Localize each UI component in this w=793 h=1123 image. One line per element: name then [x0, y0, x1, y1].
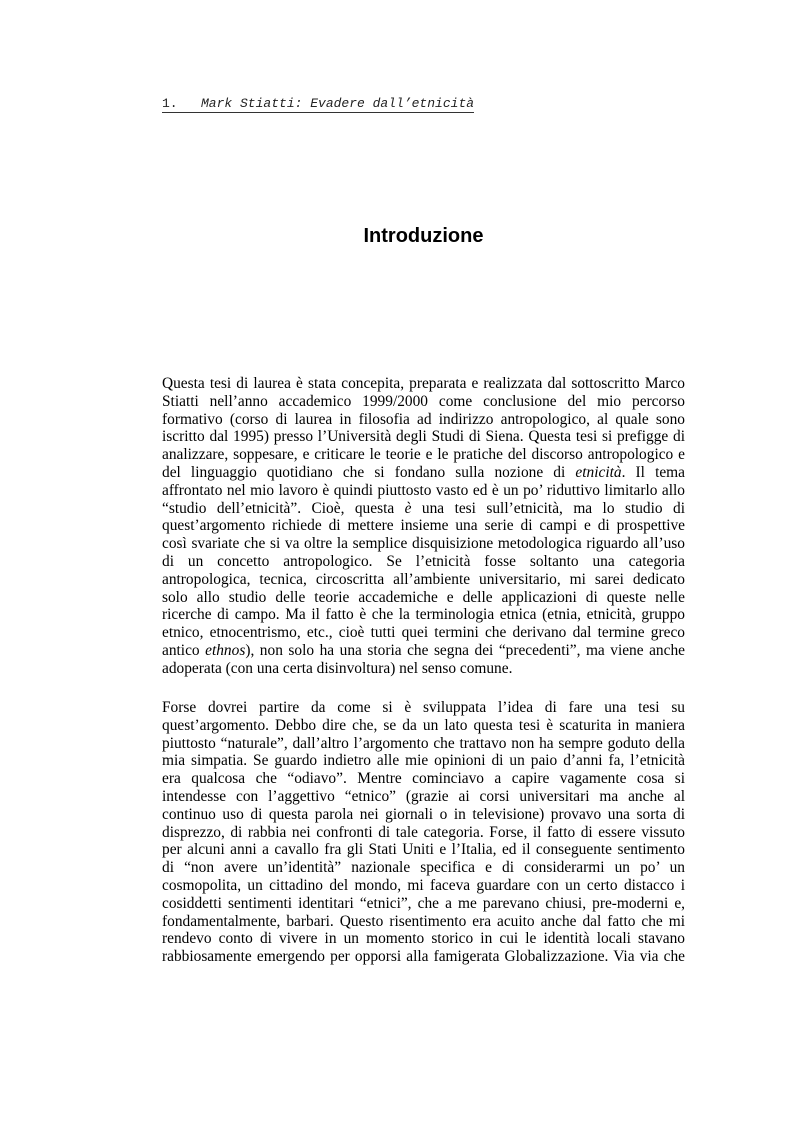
- text-line: Questa tesi di laurea è stata concepita, preparata e realizzata dal sottoscritto Marco: [162, 375, 685, 392]
- text-segment: antico: [162, 641, 206, 659]
- text-line: di “non avere un’identità” nazionale specifica e di considerarmi un po’ un: [162, 859, 685, 877]
- running-header: [162, 96, 474, 113]
- text-line: rabbiosamente emergendo per opporsi alla famigerata Globalizzazione. Via via che: [162, 948, 685, 966]
- text-line: cosmopolita, un cittadino del mondo, mi faceva guardare con un certo distacco i: [162, 876, 685, 894]
- section-title: Introduzione: [363, 225, 484, 247]
- text-line: Stiatti nell’anno accademico 1999/2000 come conclusione del mio percorso: [162, 392, 685, 410]
- text-segment: ), non solo ha una storia che segna dei “precedenti”, ma viene anche: [245, 641, 685, 659]
- text-line: continuo uso di questa parola nei giornali o in televisione) provavo una sorta di: [162, 805, 685, 823]
- text-line: disprezzo, di rabbia nei confronti di tale categoria. Forse, il fatto di essere vissuto: [162, 823, 685, 841]
- text-line: formativo (corso di laurea in filosofia ad indirizzo antropologico, al quale sono: [162, 410, 685, 428]
- text-line: etnico, etnocentrismo, etc., cioè tutti quei termini che derivano dal termine greco: [162, 624, 685, 642]
- text-line: analizzare, soppesare, e criticare le teorie e le pratiche del discorso antropologico e: [162, 446, 685, 464]
- paragraph: [162, 375, 685, 678]
- text-line: così svariate che si va oltre la semplice disquisizione metodologica riguardo all’uso: [162, 535, 685, 553]
- text-line: [162, 642, 685, 660]
- text-line: cosiddetti sentimenti identitari “etnici”, che a me parevano chiusi, pre-moderni e,: [162, 894, 685, 912]
- text-line: iscritto dal 1995) presso l’Università degli Studi di Siena. Questa tesi si prefigge di: [162, 428, 685, 446]
- text-line: affrontato nel mio lavoro è quindi piuttosto vasto ed è un po’ riduttivo limitarlo allo: [162, 481, 685, 499]
- text-segment: “studio dell’etnicità”. Cioè, questa: [162, 499, 405, 517]
- text-line: piuttosto “naturale”, dall’altro l’argomento che trattavo non ha sempre goduto della: [162, 734, 685, 752]
- text-line: ricerche di campo. Ma il fatto è che la terminologia etnica (etnia, etnicità, gruppo: [162, 606, 685, 624]
- text-line: era qualcosa che “odiavo”. Mentre cominciavo a capire vagamente cosa si: [162, 770, 685, 788]
- paragraph: [162, 699, 685, 966]
- text-segment: del linguaggio quotidiano che si fondano sulla nozione di: [162, 463, 576, 481]
- text-line: mia simpatia. Se guardo indietro alle mie opinioni di un paio d’anni fa, l’etnicità: [162, 752, 685, 770]
- text-line: antropologica, tecnica, circoscritta all’ambiente universitario, mi sarei dedicato: [162, 570, 685, 588]
- chapter-title: Mark Stiatti: Evadere dall’etnicità: [201, 96, 475, 111]
- text-line: intendesse con l’aggettivo “etnico” (grazie ai corsi universitari ma anche al: [162, 787, 685, 805]
- text-segment: . Il tema: [621, 463, 685, 481]
- text-line: quest’argomento. Debbo dire che, se da un lato questa tesi è scaturita in maniera: [162, 716, 685, 734]
- text-segment: una tesi sull’etnicità, ma lo studio di: [411, 499, 685, 517]
- text-line: Forse dovrei partire da come si è sviluppata l’idea di fare una tesi su: [162, 699, 685, 716]
- text-line: rendevo conto di vivere in un momento storico in cui le identità locali stavano: [162, 930, 685, 948]
- text-line: quest’argomento richiede di mettere insieme una serie di campi e di prospettive: [162, 517, 685, 535]
- text-line: per alcuni anni a cavallo fra gli Stati Uniti e l’Italia, ed il conseguente sentimento: [162, 841, 685, 859]
- text-line: adoperata (con una certa disinvoltura) nel senso comune.: [162, 659, 513, 677]
- text-line: solo allo studio delle teorie accademiche e delle applicazioni di queste nelle: [162, 588, 685, 606]
- text-line: [162, 464, 685, 482]
- emphasized-term: etnicità: [575, 463, 622, 481]
- text-line: [162, 500, 685, 518]
- emphasized-term: è: [404, 499, 412, 517]
- emphasized-term: ethnos: [205, 641, 246, 659]
- text-line: fondamentalmente, barbari. Questo risentimento era acuito anche dal fatto che mi: [162, 912, 685, 930]
- chapter-number: 1.: [162, 96, 178, 111]
- text-line: di un concetto antropologico. Se l’etnicità fosse soltanto una categoria: [162, 552, 685, 570]
